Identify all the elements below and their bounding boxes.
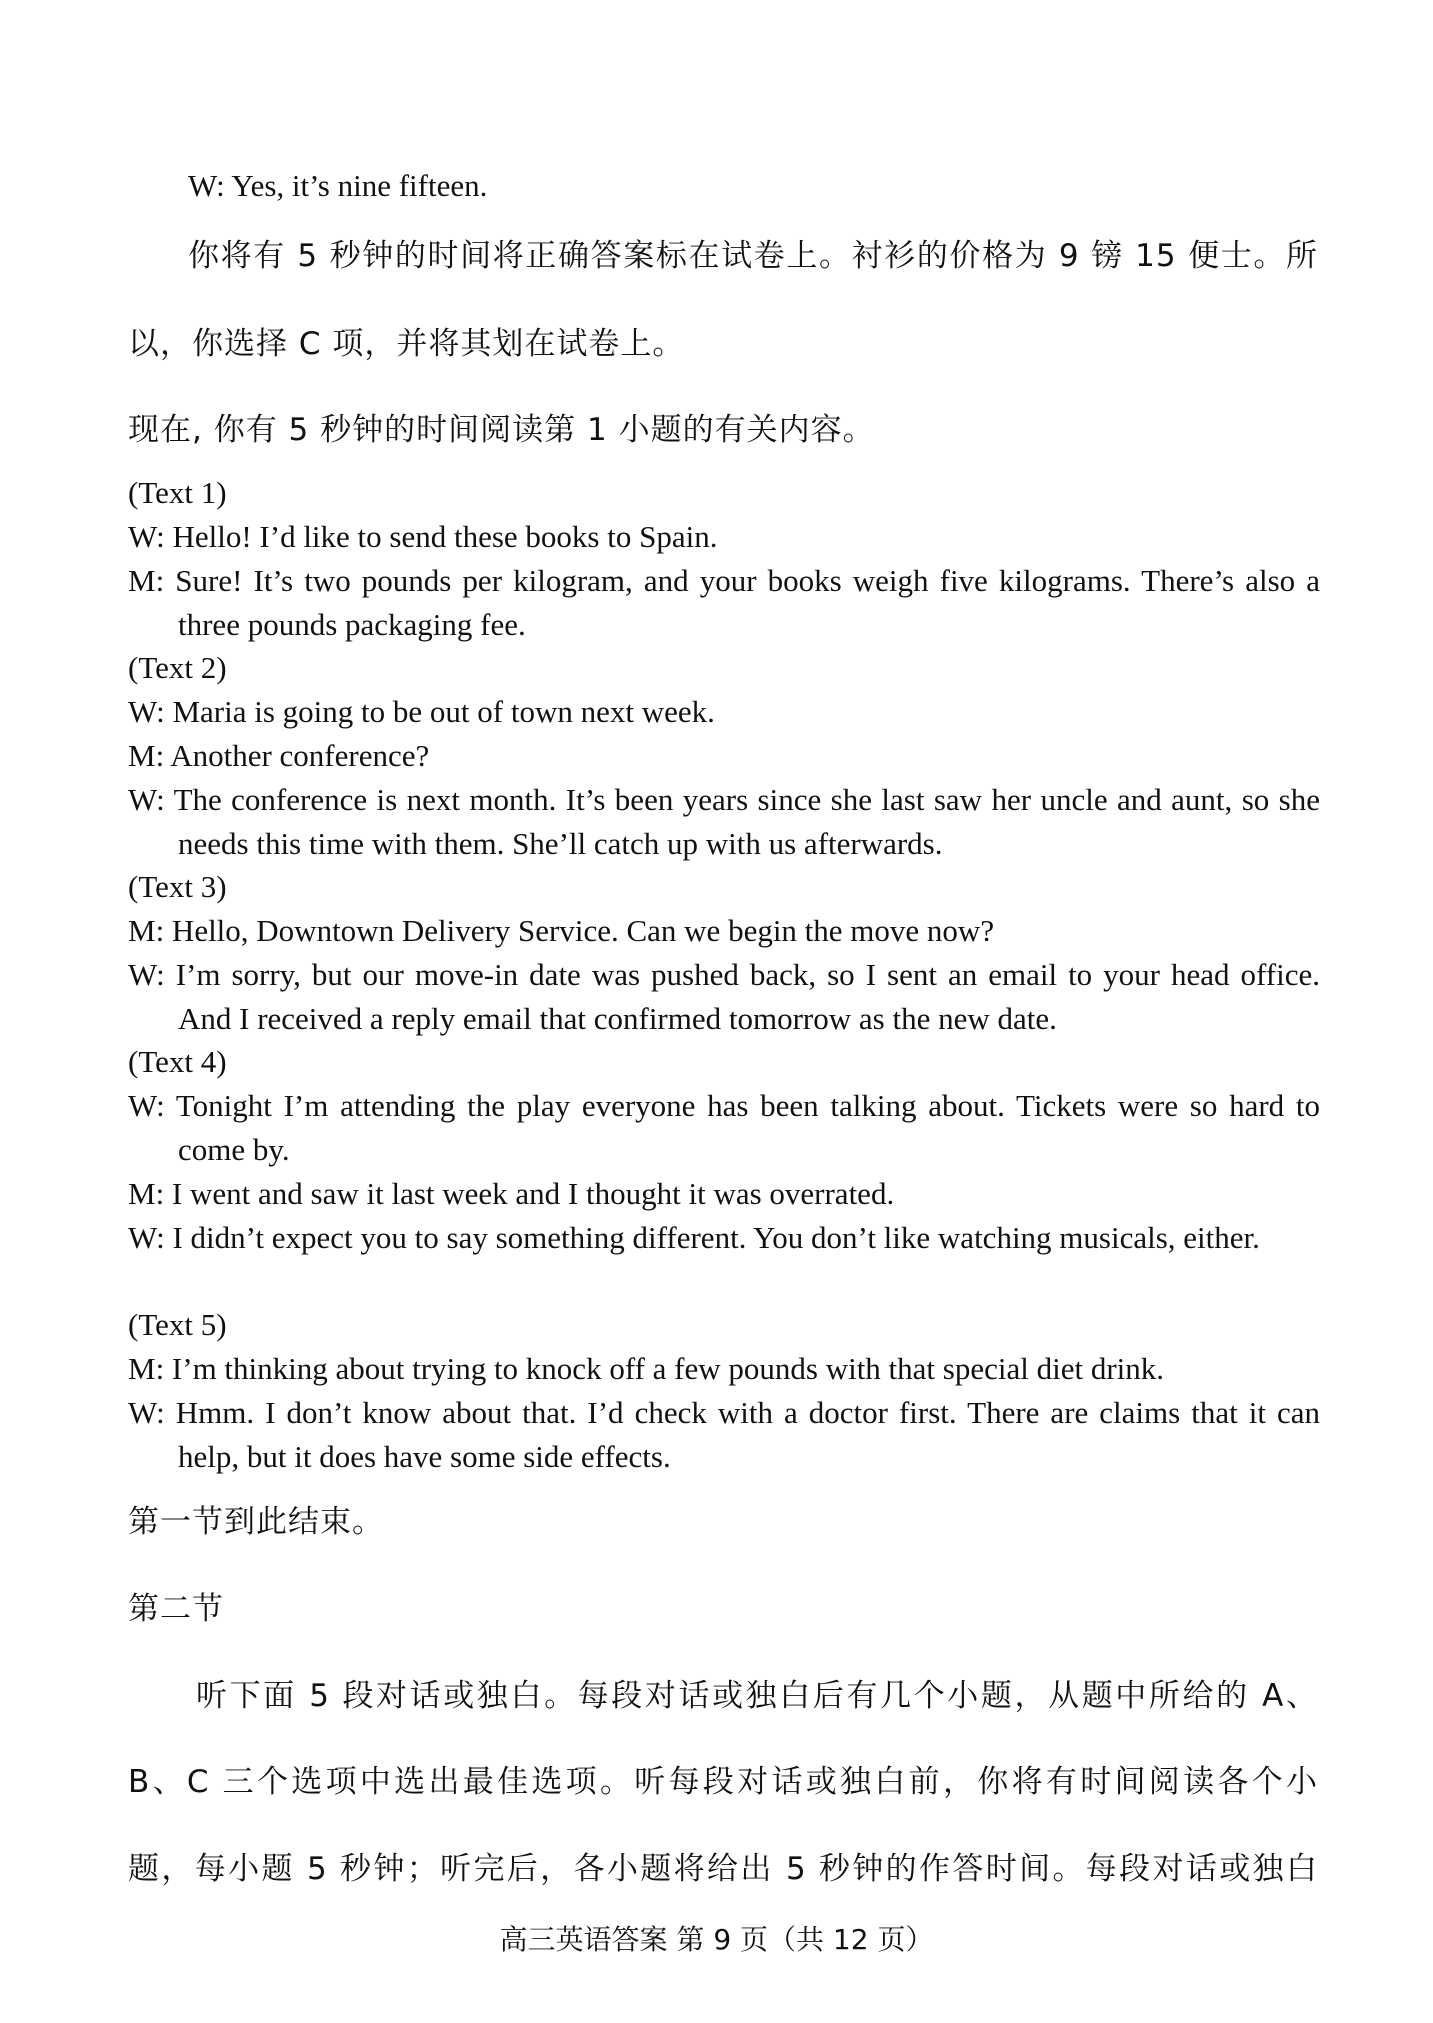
- intro-line-1: 你将有 5 秒钟的时间将正确答案标在试卷上。衬衫的价格为 9 镑 15 便士。所: [188, 238, 1318, 274]
- section-2-heading: 第二节: [128, 1591, 224, 1627]
- text-4-woman-line-2: W: I didn’t expect you to say something different. You don’t like watching musicals, either.: [128, 1220, 1260, 1255]
- text-3-woman-line-1: W: I’m sorry, but our move-in date was pushed back, so I sent an email to your head office. And I received a reply email that confirmed tomorrow as the new date.: [128, 957, 1320, 1036]
- text-4-label: (Text 4): [128, 1044, 227, 1079]
- text-4-man-line-1: M: I went and saw it last week and I thought it was overrated.: [128, 1176, 895, 1211]
- reading-instruction: 现在, 你有 5 秒钟的时间阅读第 1 小题的有关内容。: [128, 412, 875, 448]
- section-2-line-2: B、C 三个选项中选出最佳选项。听每段对话或独白前，你将有时间阅读各个小: [128, 1764, 1318, 1800]
- text-5-man-line-1: M: I’m thinking about trying to knock off a few pounds with that special diet drink.: [128, 1351, 1165, 1386]
- text-4-woman-line-1: W: Tonight I’m attending the play everyone has been talking about. Tickets were so hard to come by.: [128, 1088, 1320, 1167]
- text-1-label: (Text 1): [128, 475, 227, 510]
- text-1-man-line-1: M: Sure! It’s two pounds per kilogram, and your books weigh five kilograms. There’s also a three pounds packaging fee.: [128, 563, 1320, 642]
- text-3-label: (Text 3): [128, 869, 227, 904]
- text-2-woman-line-2: W: The conference is next month. It’s been years since she last saw her uncle and aunt, so she needs this time with them. She’ll catch up with us afterwards.: [128, 782, 1320, 861]
- text-5-label: (Text 5): [128, 1307, 227, 1342]
- section-2-line-3: 题，每小题 5 秒钟；听完后，各小题将给出 5 秒钟的作答时间。每段对话或独白: [128, 1851, 1318, 1887]
- section-2-line-1: 听下面 5 段对话或独白。每段对话或独白后有几个小题，从题中所给的 A、: [196, 1678, 1318, 1714]
- text-2-label: (Text 2): [128, 650, 227, 685]
- example-answer-line: W: Yes, it’s nine fifteen.: [188, 168, 488, 203]
- text-2-man-line-1: M: Another conference?: [128, 738, 430, 773]
- section-1-end: 第一节到此结束。: [128, 1504, 384, 1540]
- text-1-woman-line-1: W: Hello! I’d like to send these books to Spain.: [128, 519, 718, 554]
- text-5-woman-line-1: W: Hmm. I don’t know about that. I’d check with a doctor first. There are claims that it can help, but it does have some side effects.: [128, 1395, 1320, 1474]
- text-3-man-line-1: M: Hello, Downtown Delivery Service. Can we begin the move now?: [128, 913, 995, 948]
- page-footer: 高三英语答案 第 9 页（共 12 页）: [499, 1923, 934, 1956]
- text-2-woman-line-1: W: Maria is going to be out of town next week.: [128, 694, 715, 729]
- intro-line-2: 以，你选择 C 项，并将其划在试卷上。: [128, 326, 685, 362]
